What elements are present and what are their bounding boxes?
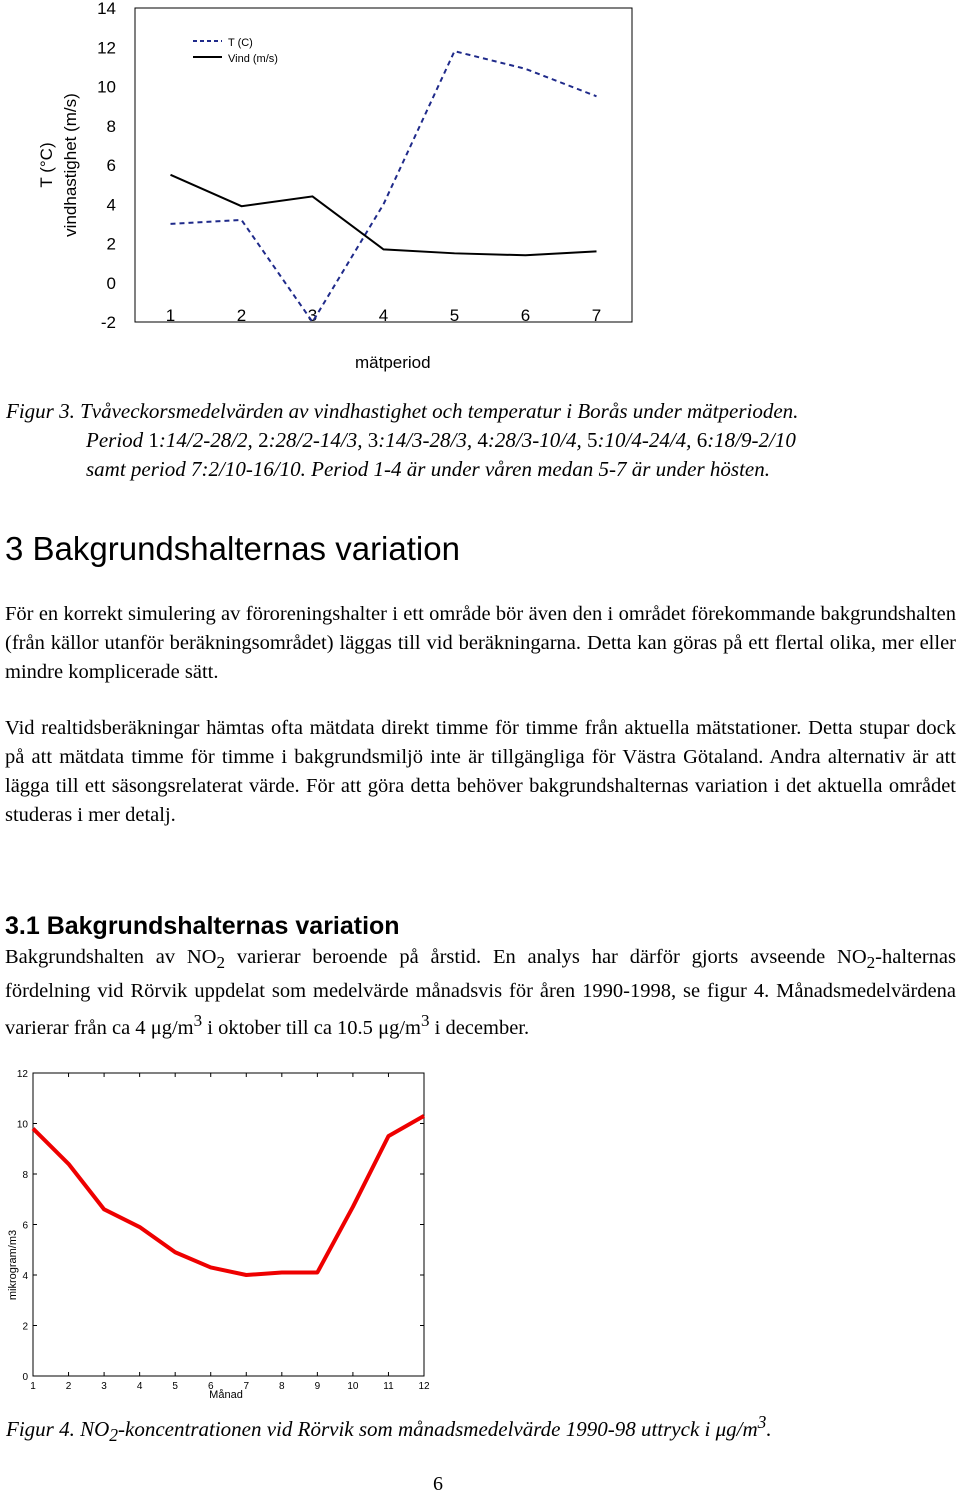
x-tick-label: 1 bbox=[165, 306, 176, 325]
y-tick-label: 4 bbox=[106, 195, 116, 215]
y-tick-label: 0 bbox=[22, 1372, 28, 1383]
x-tick-label: 6 bbox=[207, 1381, 214, 1392]
x-tick-label: 12 bbox=[418, 1381, 430, 1392]
legend-entry-wind: Vind (m/s) bbox=[228, 53, 278, 65]
plot-frame bbox=[135, 8, 632, 322]
y-tick-label: 12 bbox=[97, 38, 116, 58]
x-tick-label: 4 bbox=[378, 306, 389, 325]
subsection-paragraph: Bakgrundshalten av $NO_2$ varierar beroende på årstid. En analys har därför gjorts avseende $NO_2$-halternas fördelning vid Rörvik uppdelat som medelvärde månadsvis för åren 1990-1998, se figur 4. Månadsmedelvärdena varierar från ca 4 $\mu g/m^3$ i oktober till ca 10.5 $\mu g/m^3$ i december. bbox=[5, 946, 956, 1039]
y-tick-label: 2 bbox=[106, 234, 116, 254]
x-tick-label: 7 bbox=[591, 306, 602, 325]
y-tick-label: 2 bbox=[22, 1321, 28, 1333]
y-tick-label: 4 bbox=[22, 1271, 28, 1282]
y-axis-label: mikrogram/m3 bbox=[7, 1229, 19, 1301]
y-tick-label: 10 bbox=[16, 1119, 28, 1131]
x-axis-label: Månad bbox=[209, 1389, 243, 1401]
x-tick-label: 2 bbox=[236, 306, 247, 325]
paragraph: Vid realtidsberäkningar hämtas ofta mätdata direkt timme för timme från aktuella mätstationer. Detta stupar dock på att mätdata timme för timme i bakgrundsmiljö inte är tillgängliga för Västra Götaland. Andra alternativ är att lägga till ett säsongsrelaterat värde. För att göra detta behöver bakgrundshalternas variation i det aktuella området studeras i mer detalj. bbox=[5, 717, 956, 826]
y-tick-label: 8 bbox=[22, 1170, 28, 1181]
y-tick-label: 12 bbox=[16, 1069, 28, 1080]
no2-line bbox=[33, 1116, 424, 1275]
section-heading: 3 Bakgrundshalternas variation bbox=[5, 530, 460, 567]
legend bbox=[193, 37, 278, 65]
y-tick-label: 10 bbox=[97, 77, 116, 97]
y-tick-label: 6 bbox=[22, 1220, 28, 1232]
y-axis-label-outer: T (°C) bbox=[37, 142, 56, 188]
y-tick-label: 14 bbox=[97, 0, 116, 18]
x-tick-label: 9 bbox=[314, 1381, 321, 1392]
x-axis-label: mätperiod bbox=[355, 353, 431, 372]
figure-3-chart bbox=[0, 0, 960, 380]
wind-line bbox=[171, 175, 597, 255]
x-tick-label: 10 bbox=[347, 1381, 359, 1392]
x-tick-label: 5 bbox=[449, 306, 460, 325]
x-tick-label: 7 bbox=[243, 1381, 250, 1392]
y-tick-label: 6 bbox=[106, 156, 116, 175]
figure-3-caption bbox=[6, 397, 956, 484]
caption-line-3: samt period 7:2/10-16/10. Period 1-4 är under våren medan 5-7 är under hösten. bbox=[86, 457, 770, 481]
x-tick-label: 5 bbox=[172, 1381, 178, 1392]
y-tick-label: 0 bbox=[106, 273, 116, 293]
caption-line-2: Period 1:14/2-28/2, 2:28/2-14/3, 3:14/3-28/3, 4:28/3-10/4, 5:10/4-24/4, 6:18/9-2/10 bbox=[86, 428, 796, 452]
temperature-line bbox=[171, 51, 597, 322]
x-tick-label: 4 bbox=[136, 1381, 143, 1392]
paragraph: För en korrekt simulering av föroreningshalter i ett område bör även den i området förekommande bakgrundshalten (från källor utanför beräkningsområdet) läggas till vid beräkningarna. Detta kan göras på ett flertal olika, mer eller mindre komplicerade sätt. bbox=[5, 603, 956, 683]
figure-4-caption: Figur 4. $NO_2$-koncentrationen vid Rörvik som månadsmedelvärde 1990-98 uttryck i $\mu g/m^3$. bbox=[6, 1412, 772, 1446]
legend-entry-temperature: T (C) bbox=[228, 37, 253, 49]
y-tick-label: -2 bbox=[100, 313, 116, 332]
section-body bbox=[5, 600, 956, 830]
x-tick-label: 11 bbox=[383, 1381, 394, 1392]
x-tick-label: 3 bbox=[101, 1381, 107, 1392]
caption-label: Figur 3. bbox=[6, 399, 75, 423]
figure-4-chart bbox=[0, 1060, 960, 1405]
x-tick-label: 6 bbox=[520, 306, 531, 325]
y-axis-label-inner: vindhastighet (m/s) bbox=[61, 93, 80, 237]
x-tick-label: 1 bbox=[30, 1381, 36, 1392]
x-tick-label: 2 bbox=[65, 1381, 72, 1392]
caption-text: Tvåveckorsmedelvärden av vindhastighet och temperatur i Borås under mätperioden. bbox=[74, 399, 799, 423]
page-number: 6 bbox=[433, 1473, 443, 1495]
x-tick-label: 3 bbox=[307, 306, 318, 325]
y-tick-label: 8 bbox=[106, 116, 116, 136]
x-tick-label: 8 bbox=[279, 1381, 285, 1392]
subsection-heading: 3.1 Bakgrundshalternas variation bbox=[5, 912, 400, 940]
plot-frame bbox=[33, 1073, 424, 1376]
